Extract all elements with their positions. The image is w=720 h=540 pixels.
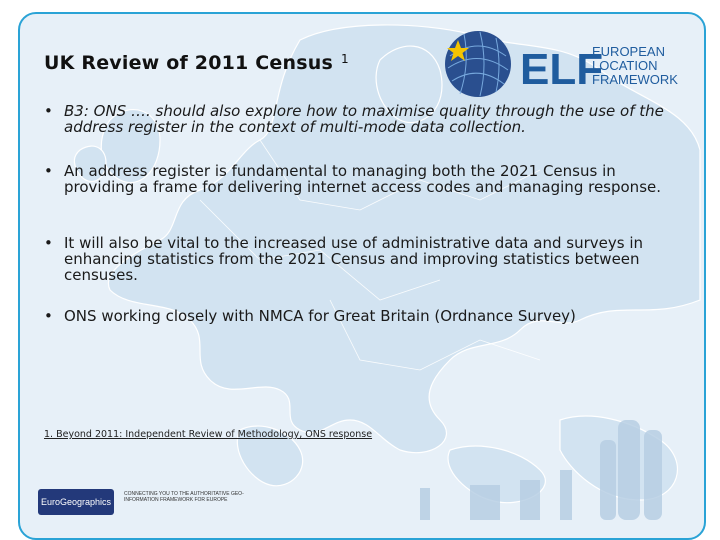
footnote-link[interactable]: 1. Beyond 2011: Independent Review of Methodology, ONS response xyxy=(44,429,373,440)
bullet-text: ONS working closely with NMCA for Great Britain (Ordnance Survey) xyxy=(64,307,576,325)
title-footnote-marker: 1 xyxy=(340,52,349,66)
bullet-icon: • xyxy=(44,234,53,252)
slide-title-text: UK Review of 2011 Census xyxy=(44,52,333,74)
svg-text:EUROPEAN: EUROPEAN xyxy=(592,44,665,59)
bullet-icon: • xyxy=(44,307,53,325)
footer-tagline: CONNECTING YOU TO THE AUTHORITATIVE GEO-INFORMATION FRAMEWORK FOR EUROPE xyxy=(124,491,244,503)
elf-logo xyxy=(440,26,680,106)
eurogeographics-label: EuroGeographics xyxy=(40,497,112,507)
slide-title xyxy=(44,52,349,74)
eurogeographics-logo xyxy=(38,489,114,515)
bullet-text: B3: ONS …. should also explore how to maximise quality through the use of the address register in the context of multi-mode data collection. xyxy=(64,102,664,136)
bullet-text: An address register is fundamental to managing both the 2021 Census in providing a frame for delivering internet access codes and managing response. xyxy=(64,162,662,196)
bullet-icon: • xyxy=(44,102,53,120)
svg-text:LOCATION: LOCATION xyxy=(592,58,658,73)
elf-letters: ELF xyxy=(520,45,604,94)
bullet-text: It will also be vital to the increased use of administrative data and surveys in enhancing statistics from the 2021 Census and improving statistics between censuses. xyxy=(64,234,643,284)
svg-text:FRAMEWORK: FRAMEWORK xyxy=(592,72,678,87)
bullet-icon: • xyxy=(44,162,53,180)
